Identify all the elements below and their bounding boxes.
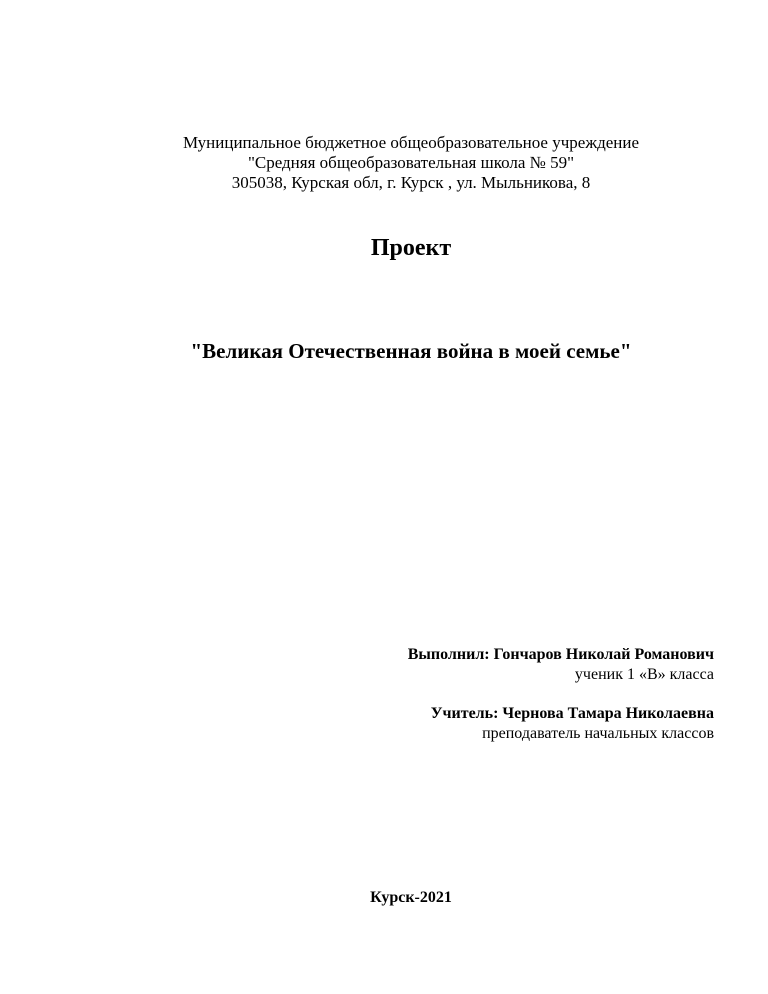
teacher-position: преподаватель начальных классов — [482, 725, 714, 742]
author-class: ученик 1 «В» класса — [574, 666, 714, 683]
institution-name: Муниципальное бюджетное общеобразовательное учреждение — [182, 133, 640, 152]
institution-header — [0, 133, 768, 193]
school-name: "Средняя общеобразовательная школа № 59" — [247, 153, 575, 172]
author-name: Выполнил: Гончаров Николай Романович — [407, 646, 714, 663]
author-credits — [408, 645, 714, 685]
document-type-heading: Проект — [370, 235, 452, 261]
teacher-name: Учитель: Чернова Тамара Николаевна — [430, 705, 714, 722]
teacher-credits — [431, 704, 714, 744]
city-year: Курск-2021 — [370, 889, 452, 906]
project-title: "Великая Отечественная война в моей семье" — [190, 339, 632, 363]
school-address: 305038, Курская обл, г. Курск , ул. Мыльникова, 8 — [231, 173, 591, 192]
